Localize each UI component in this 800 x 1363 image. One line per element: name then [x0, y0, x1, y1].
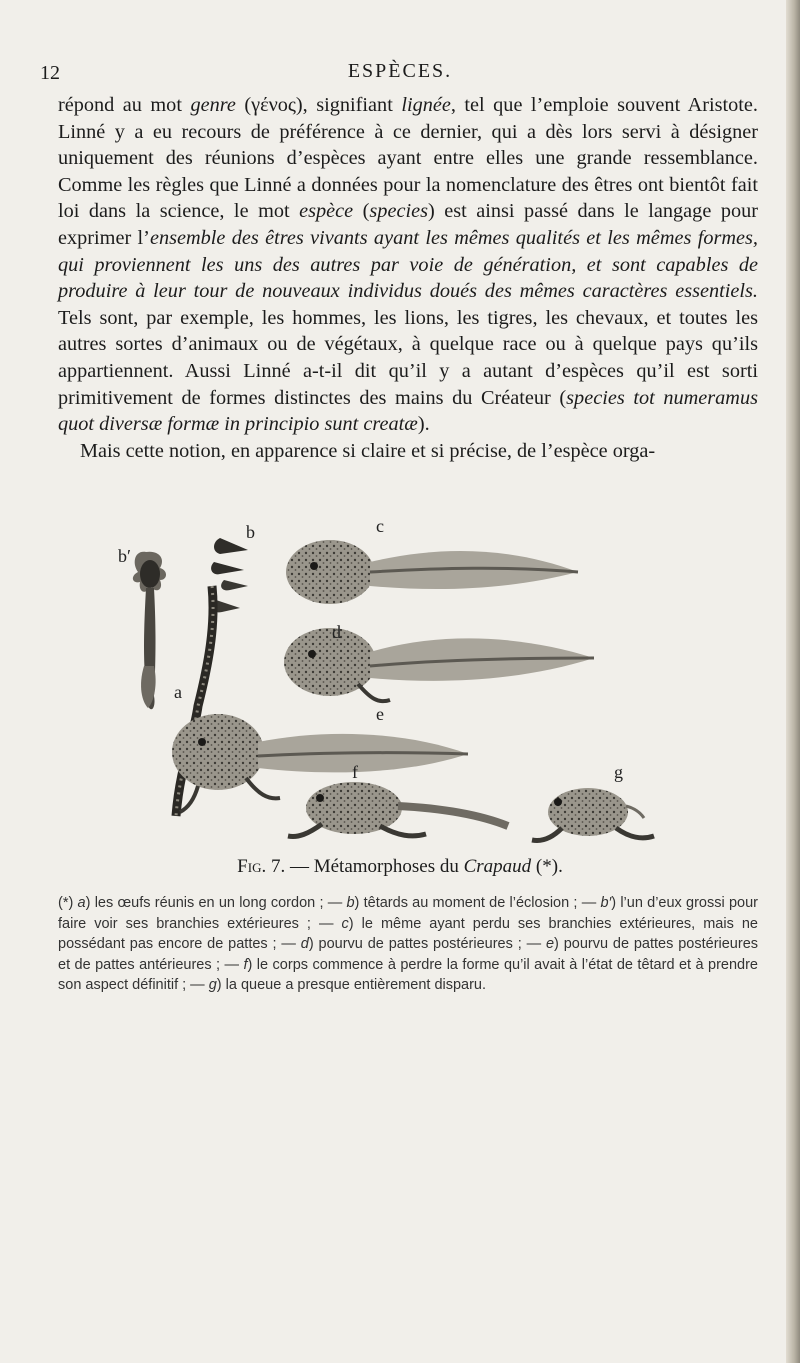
toadlet-drawing — [532, 788, 654, 841]
paragraph-2 — [58, 438, 758, 465]
text-run: ) l’un d’eux grossi pour faire voir ses branchies extérieures ; — — [58, 895, 758, 932]
figure-toad-metamorphosis — [108, 516, 708, 846]
page-edge-shadow — [786, 0, 800, 1363]
paragraph-1 — [58, 92, 758, 438]
text-run: répond au mot — [58, 94, 191, 116]
figure-caption-text: — Métamorphoses du — [285, 856, 464, 877]
figure-label-g: g — [614, 762, 623, 782]
tadpole-gills-drawing — [133, 552, 166, 710]
text-run: ) têtards au moment de l’éclosion ; — — [354, 895, 601, 911]
page-number: 12 — [40, 62, 60, 84]
text-run: b′ — [600, 895, 612, 911]
text-run: , tel que l’emploie souvent Aristote. Linné y a eu recours de préférence à ce dernier, qui a dès lors servi à désigner uniquement des réunions d’espèces ayant entre elles une grande ressemblance. Comme les règles que Linné a données pour la nomenclature des êtres ont bientôt fait loi dans la science, le mot — [58, 94, 758, 223]
text-run: a — [77, 895, 86, 911]
text-run: ) les œufs réunis en un long cordon ; — — [85, 895, 347, 911]
figure-label-c: c — [376, 516, 384, 536]
tadpole-hind-legs-drawing — [284, 628, 594, 701]
figure-label-e: e — [376, 704, 384, 724]
text-run: Tels sont, par exemple, les hommes, les lions, les tigres, les chevaux, et toutes les autres sortes d’animaux ou de végétaux, à quelque race ou à quelque pays qu’ils appartiennent. Aussi Linné a-t-il dit qu’il y a autant d’espèces qu’il est sorti primitivement de formes distinctes des mains du Créateur ( — [58, 306, 758, 409]
text-run: c — [341, 915, 349, 932]
text-run: ( — [353, 200, 370, 223]
text-run: ensemble des êtres vivants ayant les mêmes qualités et les mêmes formes, qui proviennent les uns des autres par voie de génération, et sont capables de produire à leur tour de nouveaux individus doués des mêmes caractères essentiels. — [58, 226, 758, 303]
text-run: ) est ainsi passé dans le langage pour exprimer l’ — [58, 200, 758, 249]
text-run: ) la queue a presque entièrement disparu. — [216, 977, 487, 993]
figure-caption-tag: Fig. 7. — [237, 856, 286, 877]
text-run: f — [243, 956, 248, 973]
figure-label-b-prime: b′ — [118, 546, 131, 566]
text-run: ). — [417, 413, 430, 436]
text-run: e — [545, 936, 555, 952]
text-run: espèce — [299, 200, 354, 223]
text-run: species — [369, 200, 428, 223]
young-toad-with-tail-drawing — [288, 782, 508, 837]
text-run: species tot numeramus quot diversæ formæ in principio sunt creatæ — [58, 386, 758, 436]
text-run: (γένος), signifiant — [235, 94, 402, 116]
text-run: d — [300, 936, 309, 952]
figure-label-f: f — [352, 762, 358, 782]
text-run: (*) — [58, 895, 78, 911]
figure-caption-species: Crapaud — [463, 856, 532, 877]
text-run: genre — [190, 94, 236, 116]
text-run: g — [208, 977, 217, 993]
text-run: lignée — [401, 94, 451, 116]
text-run: ) le corps commence à perdre la forme qu’il avait à l’état de têtard et à prendre son aspect définitif ; — — [58, 956, 758, 993]
figure-illustration — [108, 516, 708, 846]
figure-label-d: d — [332, 622, 341, 642]
tadpole-no-legs-drawing — [286, 540, 578, 604]
text-run: ) pourvu de pattes postérieures et de pattes antérieures ; — — [58, 936, 759, 973]
text-run: Mais cette notion, en apparence si claire et si précise, de l’espèce orga- — [80, 439, 656, 462]
figure-label-a: a — [174, 682, 182, 702]
running-title: ESPÈCES. — [347, 60, 453, 82]
figure-caption-end: (*). — [531, 856, 563, 877]
text-run: ) le même ayant perdu ses branchies extérieures, mais ne possédant pas encore de pattes ; — — [58, 915, 758, 952]
body-text — [58, 92, 758, 464]
figure-footnote — [58, 893, 758, 996]
text-run: b — [346, 895, 355, 911]
figure-label-b: b — [246, 522, 255, 542]
figure-caption — [0, 856, 800, 878]
text-run: ) pourvu de pattes postérieures ; — — [308, 936, 546, 952]
